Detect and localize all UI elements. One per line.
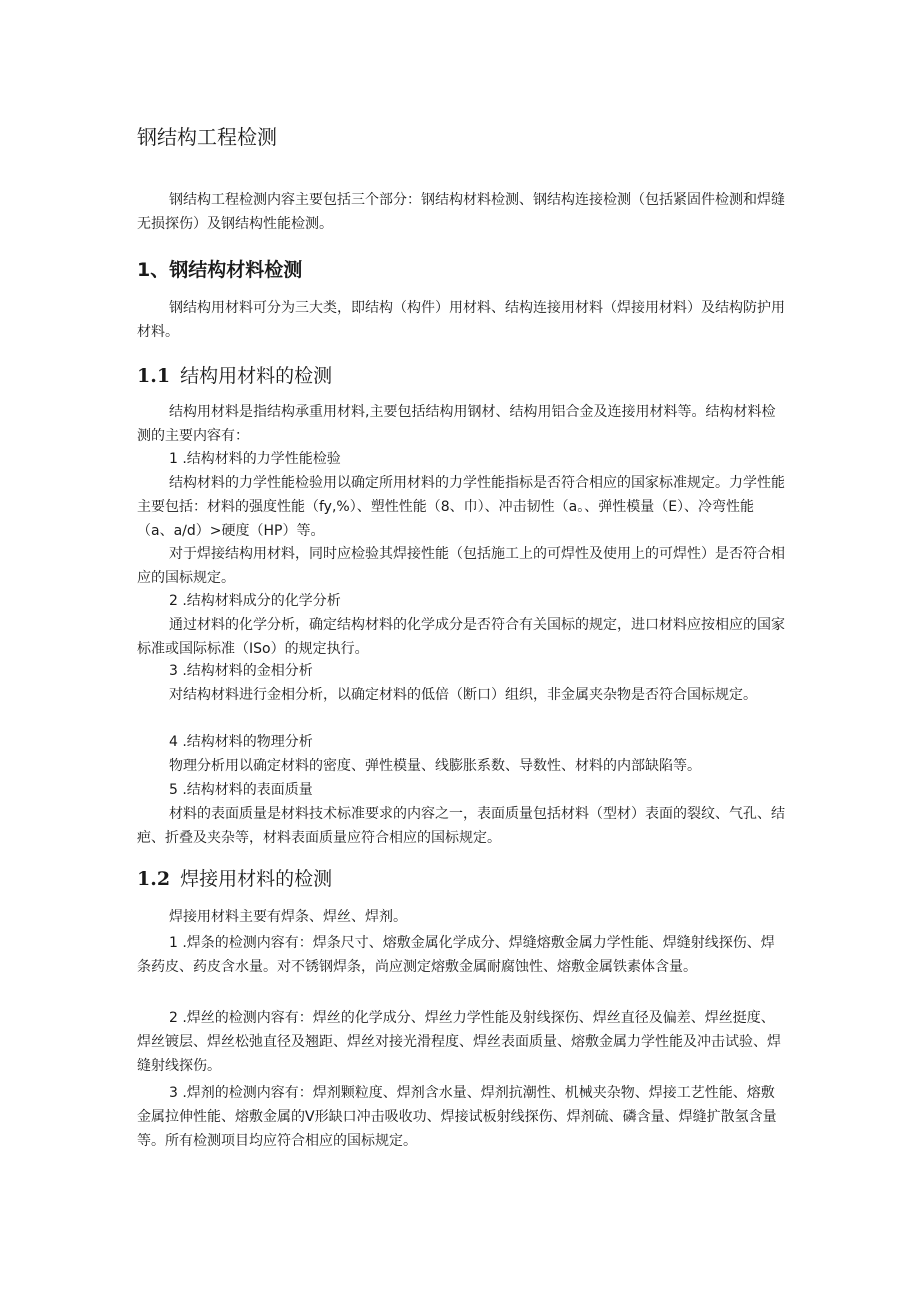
item-1-1-4-text: 物理分析用以确定材料的密度、弹性模量、线膨胀系数、导数性、材料的内部缺陷等。 bbox=[169, 758, 701, 774]
item-1-1-1-text2: 对于焊接结构用材料，同时应检验其焊接性能（包括施工上的可焊性及使用上的可焊性）是否符合相应的国标规定。 bbox=[137, 546, 785, 586]
section-1-1-title: 结构用材料的检测 bbox=[180, 365, 333, 387]
section-1-heading: 1、钢结构材料检测 bbox=[137, 259, 303, 281]
section-1-2-heading bbox=[137, 864, 332, 894]
item-1-2-1: 1 .焊条的检测内容有：焊条尺寸、熔敷金属化学成分、焊缝熔敷金属力学性能、焊缝射线探伤、焊条药皮、药皮含水量。对不锈钢焊条，尚应测定熔敷金属耐腐蚀性、熔敷金属铁素体含量。 bbox=[137, 935, 775, 975]
page-title: 钢结构工程检测 bbox=[137, 125, 277, 149]
section-1-paragraph: 钢结构用材料可分为三大类，即结构（构件）用材料、结构连接用材料（焊接用材料）及结构防护用材料。 bbox=[137, 300, 785, 340]
item-1-1-3-label: 3 .结构材料的金相分析 bbox=[169, 663, 313, 679]
section-1-1-intro: 结构用材料是指结构承重用材料,主要包括结构用钢材、结构用铝合金及连接用材料等。结构材料检测的主要内容有： bbox=[137, 404, 776, 444]
item-1-1-1-text: 结构材料的力学性能检验用以确定所用材料的力学性能指标是否符合相应的国家标准规定。力学性能主要包括：材料的强度性能（fy,%）、塑性性能（8、巾）、冲击韧性（a。、弹性模量（E）、冷弯性能（a、a∕d）>硬度（HP）等。 bbox=[137, 475, 785, 539]
item-1-1-3-text: 对结构材料进行金相分析，以确定材料的低倍（断口）组织，非金属夹杂物是否符合国标规定。 bbox=[169, 687, 757, 703]
item-1-1-5-label: 5 .结构材料的表面质量 bbox=[169, 782, 313, 798]
section-1-2-intro: 焊接用材料主要有焊条、焊丝、焊剂。 bbox=[169, 909, 407, 925]
section-1-1-heading bbox=[137, 361, 332, 391]
section-1-1-number: 1.1 bbox=[137, 365, 171, 387]
section-1-2-number: 1.2 bbox=[137, 868, 171, 890]
item-1-2-2: 2 .焊丝的检测内容有：焊丝的化学成分、焊丝力学性能及射线探伤、焊丝直径及偏差、焊丝挺度、焊丝镀层、焊丝松弛直径及翘距、焊丝对接光滑程度、焊丝表面质量、熔敷金属力学性能及冲击试验、焊缝射线探伤。 bbox=[137, 1010, 781, 1074]
item-1-1-2-label: 2 .结构材料成分的化学分析 bbox=[169, 593, 341, 609]
item-1-1-2-text: 通过材料的化学分析，确定结构材料的化学成分是否符合有关国标的规定，进口材料应按相应的国家标准或国际标准（ISo）的规定执行。 bbox=[137, 617, 785, 657]
item-1-1-4-label: 4 .结构材料的物理分析 bbox=[169, 734, 313, 750]
intro-paragraph: 钢结构工程检测内容主要包括三个部分：钢结构材料检测、钢结构连接检测（包括紧固件检测和焊缝无损探伤）及钢结构性能检测。 bbox=[137, 192, 785, 232]
item-1-2-3: 3 .焊剂的检测内容有：焊剂颗粒度、焊剂含水量、焊剂抗潮性、机械夹杂物、焊接工艺性能、熔敷金属拉伸性能、熔敷金属的V形缺口冲击吸收功、焊接试板射线探伤、焊剂硫、磷含量、焊缝扩散氢含量等。所有检测项目均应符合相应的国标规定。 bbox=[137, 1085, 777, 1149]
item-1-1-1-label: 1 .结构材料的力学性能检验 bbox=[169, 451, 341, 467]
section-1-2-title: 焊接用材料的检测 bbox=[180, 868, 333, 890]
item-1-1-5-text: 材料的表面质量是材料技术标准要求的内容之一，表面质量包括材料（型材）表面的裂纹、气孔、结疤、折叠及夹杂等，材料表面质量应符合相应的国标规定。 bbox=[137, 806, 785, 846]
